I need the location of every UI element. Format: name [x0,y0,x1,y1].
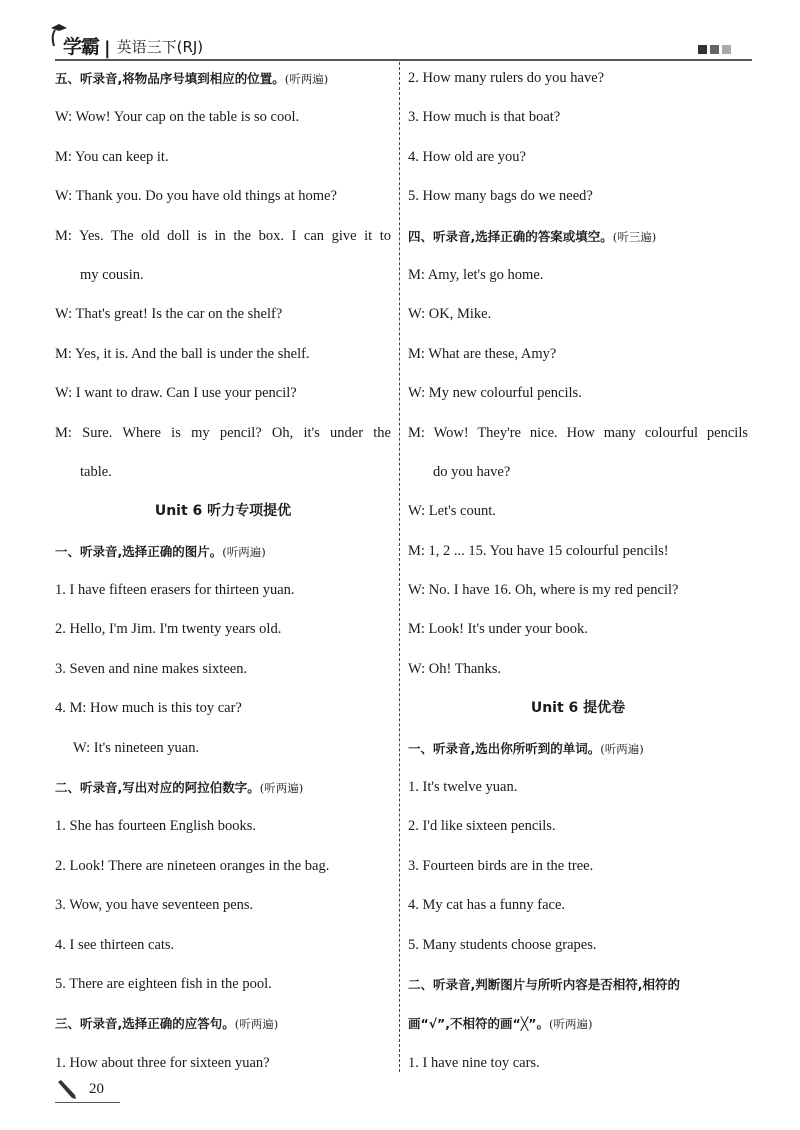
graduation-cap-icon [49,22,67,48]
line-text: 五、听录音,将物品序号填到相应的位置。 [55,71,285,86]
pencil-icon [55,1080,79,1100]
unit-heading [408,689,748,728]
text-line [408,295,748,334]
line-text: M: Yes. The old doll is in the box. I can give it to [55,227,391,244]
header-separator: | [104,38,111,59]
line-text: M: Wow! They're nice. How many colourful pencils [408,424,748,441]
line-text: 二、听录音,判断图片与所听内容是否相符,相符的 [408,976,680,992]
listen-times-note: (听两遍) [234,1017,279,1032]
line-text: W: That's great! Is the car on the shelf? [55,306,283,323]
listen-times-note: (听两遍) [284,72,329,86]
text-line [408,492,748,531]
text-line [55,335,391,374]
line-text: 画“√”,不相符的画“╳”。 [408,1016,549,1032]
section-instruction [55,1004,391,1043]
text-line [408,335,748,374]
line-text: W: OK, Mike. [408,306,492,323]
text-line [408,374,748,413]
square-1 [698,45,707,54]
unit-heading [55,492,391,531]
text-line [408,886,748,925]
line-text: 3. Seven and nine makes sixteen. [55,660,248,677]
text-line [55,689,391,728]
text-line [408,256,748,295]
line-text: 1. I have nine toy cars. [408,1054,540,1071]
line-text: 2. Hello, I'm Jim. I'm twenty years old. [55,621,282,638]
line-text: 4. My cat has a funny face. [408,897,566,914]
listen-times-note: (听两遍) [600,741,644,756]
line-text: Unit 6 提优卷 [530,700,626,717]
text-line [55,965,391,1004]
text-line [408,177,748,216]
line-text: M: You can keep it. [55,148,169,165]
brand-name: 学霸 [63,36,100,58]
left-column [55,59,391,1083]
text-line [55,98,391,137]
line-text: W: It's nineteen yuan. [73,739,200,756]
text-line [55,650,391,689]
line-text: W: I want to draw. Can I use your pencil? [55,385,297,402]
book-title: 英语三下(RJ) [116,38,204,56]
line-text: table. [80,463,112,480]
line-text: 1. She has fourteen English books. [55,818,256,835]
section-instruction [408,729,748,768]
line-text: M: Amy, let's go home. [408,266,544,283]
text-line [55,807,391,846]
line-text: M: 1, 2 ... 15. You have 15 colourful pencils! [408,542,669,559]
text-line [55,295,391,334]
text-line [408,926,748,965]
text-line [408,650,748,689]
text-line [55,138,391,177]
line-text: W: My new colourful pencils. [408,385,582,402]
text-line [55,177,391,216]
section-instruction [55,59,391,98]
text-line [55,1044,391,1083]
text-line [408,847,748,886]
line-text: W: Wow! Your cap on the table is so cool. [55,109,300,126]
text-line [55,926,391,965]
line-text: 5. There are eighteen fish in the pool. [55,975,272,992]
text-line [55,847,391,886]
column-divider [399,62,400,1072]
line-text: W: Oh! Thanks. [408,660,502,677]
line-text: 5. Many students choose grapes. [408,936,597,953]
line-text: do you have? [433,463,511,480]
text-line [55,610,391,649]
listen-times-note: (听两遍) [222,544,266,559]
text-line [408,414,748,453]
text-line [55,729,391,768]
text-line [55,217,391,256]
line-text: 4. How old are you? [408,148,526,165]
line-text: 4. I see thirteen cats. [55,936,175,953]
line-text: 二、听录音,写出对应的阿拉伯数字。 [55,780,260,796]
section-instruction [408,965,748,1004]
text-line [408,768,748,807]
section-instruction [55,768,391,807]
line-text: 2. How many rulers do you have? [408,70,605,86]
line-text: 三、听录音,选择正确的应答句。 [55,1016,235,1032]
text-line [408,59,748,98]
page-footer [55,1080,120,1103]
line-text: 3. How much is that boat? [408,109,561,126]
listen-times-note: (听两遍) [259,781,304,796]
line-text: 1. It's twelve yuan. [408,779,518,796]
square-2 [710,45,719,54]
text-line [55,886,391,925]
text-line [408,610,748,649]
section-instruction [408,217,748,256]
line-text: 四、听录音,选择正确的答案或填空。 [408,228,613,244]
text-line [55,571,391,610]
brand-logo [55,32,99,59]
line-text: M: What are these, Amy? [408,345,557,362]
right-column [408,59,748,1083]
line-text: 5. How many bags do we need? [408,188,593,205]
line-text: 1. I have fifteen erasers for thirteen yuan. [55,582,295,599]
line-text: 3. Fourteen birds are in the tree. [408,857,594,874]
page-number: 20 [89,1081,104,1097]
line-text: 4. M: How much is this toy car? [55,700,242,717]
listen-times-note: (听三遍) [612,229,657,244]
page-header [55,32,203,59]
text-line [408,98,748,137]
line-text: M: Look! It's under your book. [408,621,588,638]
text-line [408,453,748,492]
line-text: 1. How about three for sixteen yuan? [55,1054,270,1071]
text-line [55,453,391,492]
line-text: M: Sure. Where is my pencil? Oh, it's under the [55,424,391,441]
text-line [408,807,748,846]
section-instruction [55,532,391,571]
line-text: 一、听录音,选出你所听到的单词。 [408,740,601,756]
text-line [408,571,748,610]
line-text: 2. I'd like sixteen pencils. [408,818,556,835]
line-text: 3. Wow, you have seventeen pens. [55,897,254,914]
text-line [408,1044,748,1083]
text-line [55,256,391,295]
section-instruction [408,1004,748,1043]
text-line [408,138,748,177]
text-line [408,532,748,571]
header-squares [698,45,731,54]
text-line [55,374,391,413]
line-text: W: No. I have 16. Oh, where is my red pencil? [408,582,679,599]
line-text: M: Yes, it is. And the ball is under the shelf. [55,345,310,362]
line-text: W: Let's count. [408,503,496,520]
listen-times-note: (听两遍) [548,1017,593,1032]
text-line [55,414,391,453]
square-3 [722,45,731,54]
line-text: 一、听录音,选择正确的图片。 [55,543,223,559]
line-text: W: Thank you. Do you have old things at home? [55,188,337,205]
line-text: Unit 6 听力专项提优 [154,503,292,520]
line-text: my cousin. [80,266,144,283]
line-text: 2. Look! There are nineteen oranges in the bag. [55,857,330,874]
